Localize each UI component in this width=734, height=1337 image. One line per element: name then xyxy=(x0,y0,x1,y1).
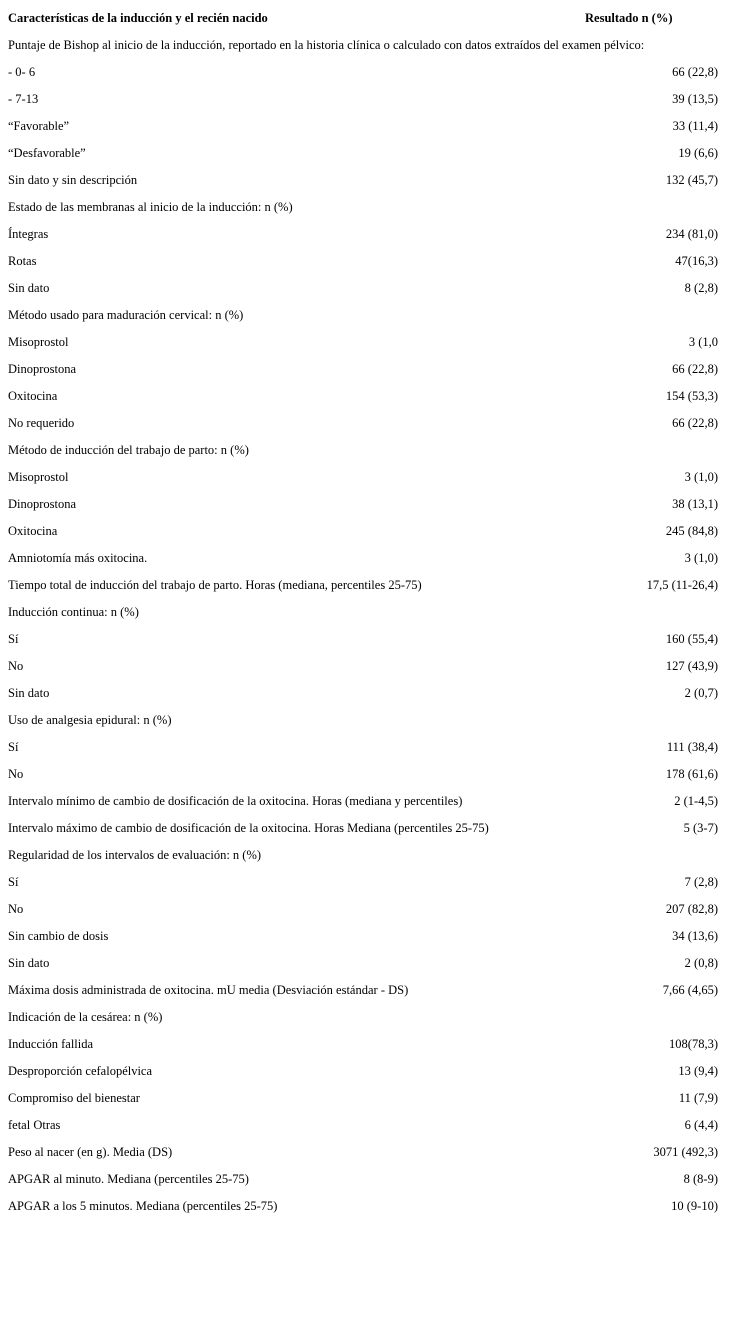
row-label: No xyxy=(8,659,24,673)
row-value: 178 (61,6) xyxy=(665,767,718,781)
table-row xyxy=(0,896,734,923)
row-value: 127 (43,9) xyxy=(665,659,718,673)
row-label: No requerido xyxy=(8,416,75,430)
row-value: 17,5 (11-26,4) xyxy=(646,578,718,592)
table-row xyxy=(0,248,734,275)
table-row xyxy=(0,59,734,86)
row-label: Intervalo mínimo de cambio de dosificación de la oxitocina. Horas (mediana y percentiles) xyxy=(8,794,463,808)
row-label: fetal Otras xyxy=(8,1118,61,1132)
row-value: 6 (4,4) xyxy=(684,1118,718,1132)
row-value: 132 (45,7) xyxy=(665,173,718,187)
row-label: Método usado para maduración cervical: n (%) xyxy=(8,308,244,322)
row-value: 3 (1,0 xyxy=(688,335,718,349)
row-value: 2 (0,8) xyxy=(684,956,718,970)
row-value: 34 (13,6) xyxy=(672,929,718,943)
row-value: 10 (9-10) xyxy=(671,1199,718,1213)
row-label: Rotas xyxy=(8,254,37,268)
row-label: Puntaje de Bishop al inicio de la inducción, reportado en la historia clínica o calculado con datos extraídos del examen pélvico: xyxy=(8,38,645,52)
row-value: 7,66 (4,65) xyxy=(662,983,718,997)
row-label: Misoprostol xyxy=(8,335,69,349)
table-header xyxy=(0,0,734,36)
table-row xyxy=(0,410,734,437)
header-characteristics: Características de la inducción y el recién nacido xyxy=(8,11,268,25)
table-row xyxy=(0,437,734,464)
table-row xyxy=(0,923,734,950)
row-label: Regularidad de los intervalos de evaluación: n (%) xyxy=(8,848,262,862)
header-result: Resultado n (%) xyxy=(585,11,673,25)
row-label: Sin dato y sin descripción xyxy=(8,173,138,187)
row-label: Compromiso del bienestar xyxy=(8,1091,140,1105)
row-label: No xyxy=(8,767,24,781)
table-row xyxy=(0,653,734,680)
row-label: Máxima dosis administrada de oxitocina. mU media (Desviación estándar - DS) xyxy=(8,983,409,997)
table-row xyxy=(0,464,734,491)
row-label: Sin cambio de dosis xyxy=(8,929,109,943)
table-row xyxy=(0,356,734,383)
row-value: 7 (2,8) xyxy=(684,875,718,889)
row-label: Misoprostol xyxy=(8,470,69,484)
table-row xyxy=(0,32,734,59)
row-label: Dinoprostona xyxy=(8,497,77,511)
row-value: 3 (1,0) xyxy=(684,470,718,484)
table-row xyxy=(0,1004,734,1031)
row-value: 19 (6,6) xyxy=(678,146,718,160)
table-row xyxy=(0,842,734,869)
row-label: Peso al nacer (en g). Media (DS) xyxy=(8,1145,173,1159)
row-label: Sin dato xyxy=(8,686,50,700)
row-value: 245 (84,8) xyxy=(665,524,718,538)
row-label: Intervalo máximo de cambio de dosificación de la oxitocina. Horas Mediana (percentiles 25-75) xyxy=(8,821,489,835)
row-value: 47(16,3) xyxy=(675,254,718,268)
row-value: 234 (81,0) xyxy=(665,227,718,241)
table-row xyxy=(0,302,734,329)
table-row xyxy=(0,86,734,113)
row-value: 207 (82,8) xyxy=(665,902,718,916)
row-value: 38 (13,1) xyxy=(672,497,718,511)
row-value: 5 (3-7) xyxy=(683,821,718,835)
row-label: Sí xyxy=(8,875,19,889)
table-row xyxy=(0,761,734,788)
row-label: Sí xyxy=(8,740,19,754)
table-row xyxy=(0,572,734,599)
table-row xyxy=(0,221,734,248)
row-label: No xyxy=(8,902,24,916)
table-row xyxy=(0,275,734,302)
table-row xyxy=(0,1166,734,1193)
row-value: 160 (55,4) xyxy=(665,632,718,646)
row-label: Inducción fallida xyxy=(8,1037,94,1051)
row-label: - 7-13 xyxy=(8,92,39,106)
row-label: Amniotomía más oxitocina. xyxy=(8,551,148,565)
row-value: 33 (11,4) xyxy=(672,119,718,133)
row-value: 66 (22,8) xyxy=(672,362,718,376)
table-row xyxy=(0,707,734,734)
table-row xyxy=(0,977,734,1004)
table-row xyxy=(0,545,734,572)
row-label: Íntegras xyxy=(8,227,49,241)
row-value: 111 (38,4) xyxy=(666,740,718,754)
table-row xyxy=(0,950,734,977)
row-value: 3 (1,0) xyxy=(684,551,718,565)
row-label: Dinoprostona xyxy=(8,362,77,376)
row-value: 66 (22,8) xyxy=(672,416,718,430)
table-row xyxy=(0,815,734,842)
row-label: Indicación de la cesárea: n (%) xyxy=(8,1010,163,1024)
row-value: 8 (2,8) xyxy=(684,281,718,295)
row-value: 3071 (492,3) xyxy=(653,1145,718,1159)
row-label: Oxitocina xyxy=(8,389,58,403)
table-row xyxy=(0,194,734,221)
row-value: 8 (8-9) xyxy=(683,1172,718,1186)
row-label: Inducción continua: n (%) xyxy=(8,605,139,619)
table-row xyxy=(0,1031,734,1058)
row-value: 2 (1-4,5) xyxy=(674,794,718,808)
table-row xyxy=(0,167,734,194)
row-value: 2 (0,7) xyxy=(684,686,718,700)
table-row xyxy=(0,383,734,410)
row-label: “Favorable” xyxy=(8,119,70,133)
row-label: Estado de las membranas al inicio de la inducción: n (%) xyxy=(8,200,293,214)
table-row xyxy=(0,599,734,626)
row-label: Tiempo total de inducción del trabajo de parto. Horas (mediana, percentiles 25-75) xyxy=(8,578,422,592)
table-row xyxy=(0,680,734,707)
row-label: Sin dato xyxy=(8,956,50,970)
row-label: APGAR al minuto. Mediana (percentiles 25-75) xyxy=(8,1172,249,1186)
table-row xyxy=(0,518,734,545)
table-row xyxy=(0,869,734,896)
row-value: 66 (22,8) xyxy=(672,65,718,79)
table-row xyxy=(0,1193,734,1220)
row-value: 11 (7,9) xyxy=(678,1091,718,1105)
table-row xyxy=(0,788,734,815)
table-row xyxy=(0,626,734,653)
row-value: 154 (53,3) xyxy=(665,389,718,403)
table-row xyxy=(0,1085,734,1112)
table-row xyxy=(0,140,734,167)
row-label: “Desfavorable” xyxy=(8,146,86,160)
table-row xyxy=(0,1139,734,1166)
row-value: 108(78,3) xyxy=(669,1037,718,1051)
row-label: Oxitocina xyxy=(8,524,58,538)
table-row xyxy=(0,734,734,761)
row-label: Uso de analgesia epidural: n (%) xyxy=(8,713,172,727)
table-row xyxy=(0,113,734,140)
row-label: Sin dato xyxy=(8,281,50,295)
row-value: 39 (13,5) xyxy=(672,92,718,106)
row-value: 13 (9,4) xyxy=(678,1064,718,1078)
row-label: Desproporción cefalopélvica xyxy=(8,1064,153,1078)
table-row xyxy=(0,491,734,518)
table-row xyxy=(0,329,734,356)
row-label: - 0- 6 xyxy=(8,65,36,79)
table-row xyxy=(0,1112,734,1139)
row-label: APGAR a los 5 minutos. Mediana (percentiles 25-75) xyxy=(8,1199,278,1213)
row-label: Método de inducción del trabajo de parto: n (%) xyxy=(8,443,249,457)
row-label: Sí xyxy=(8,632,19,646)
table-row xyxy=(0,1058,734,1085)
